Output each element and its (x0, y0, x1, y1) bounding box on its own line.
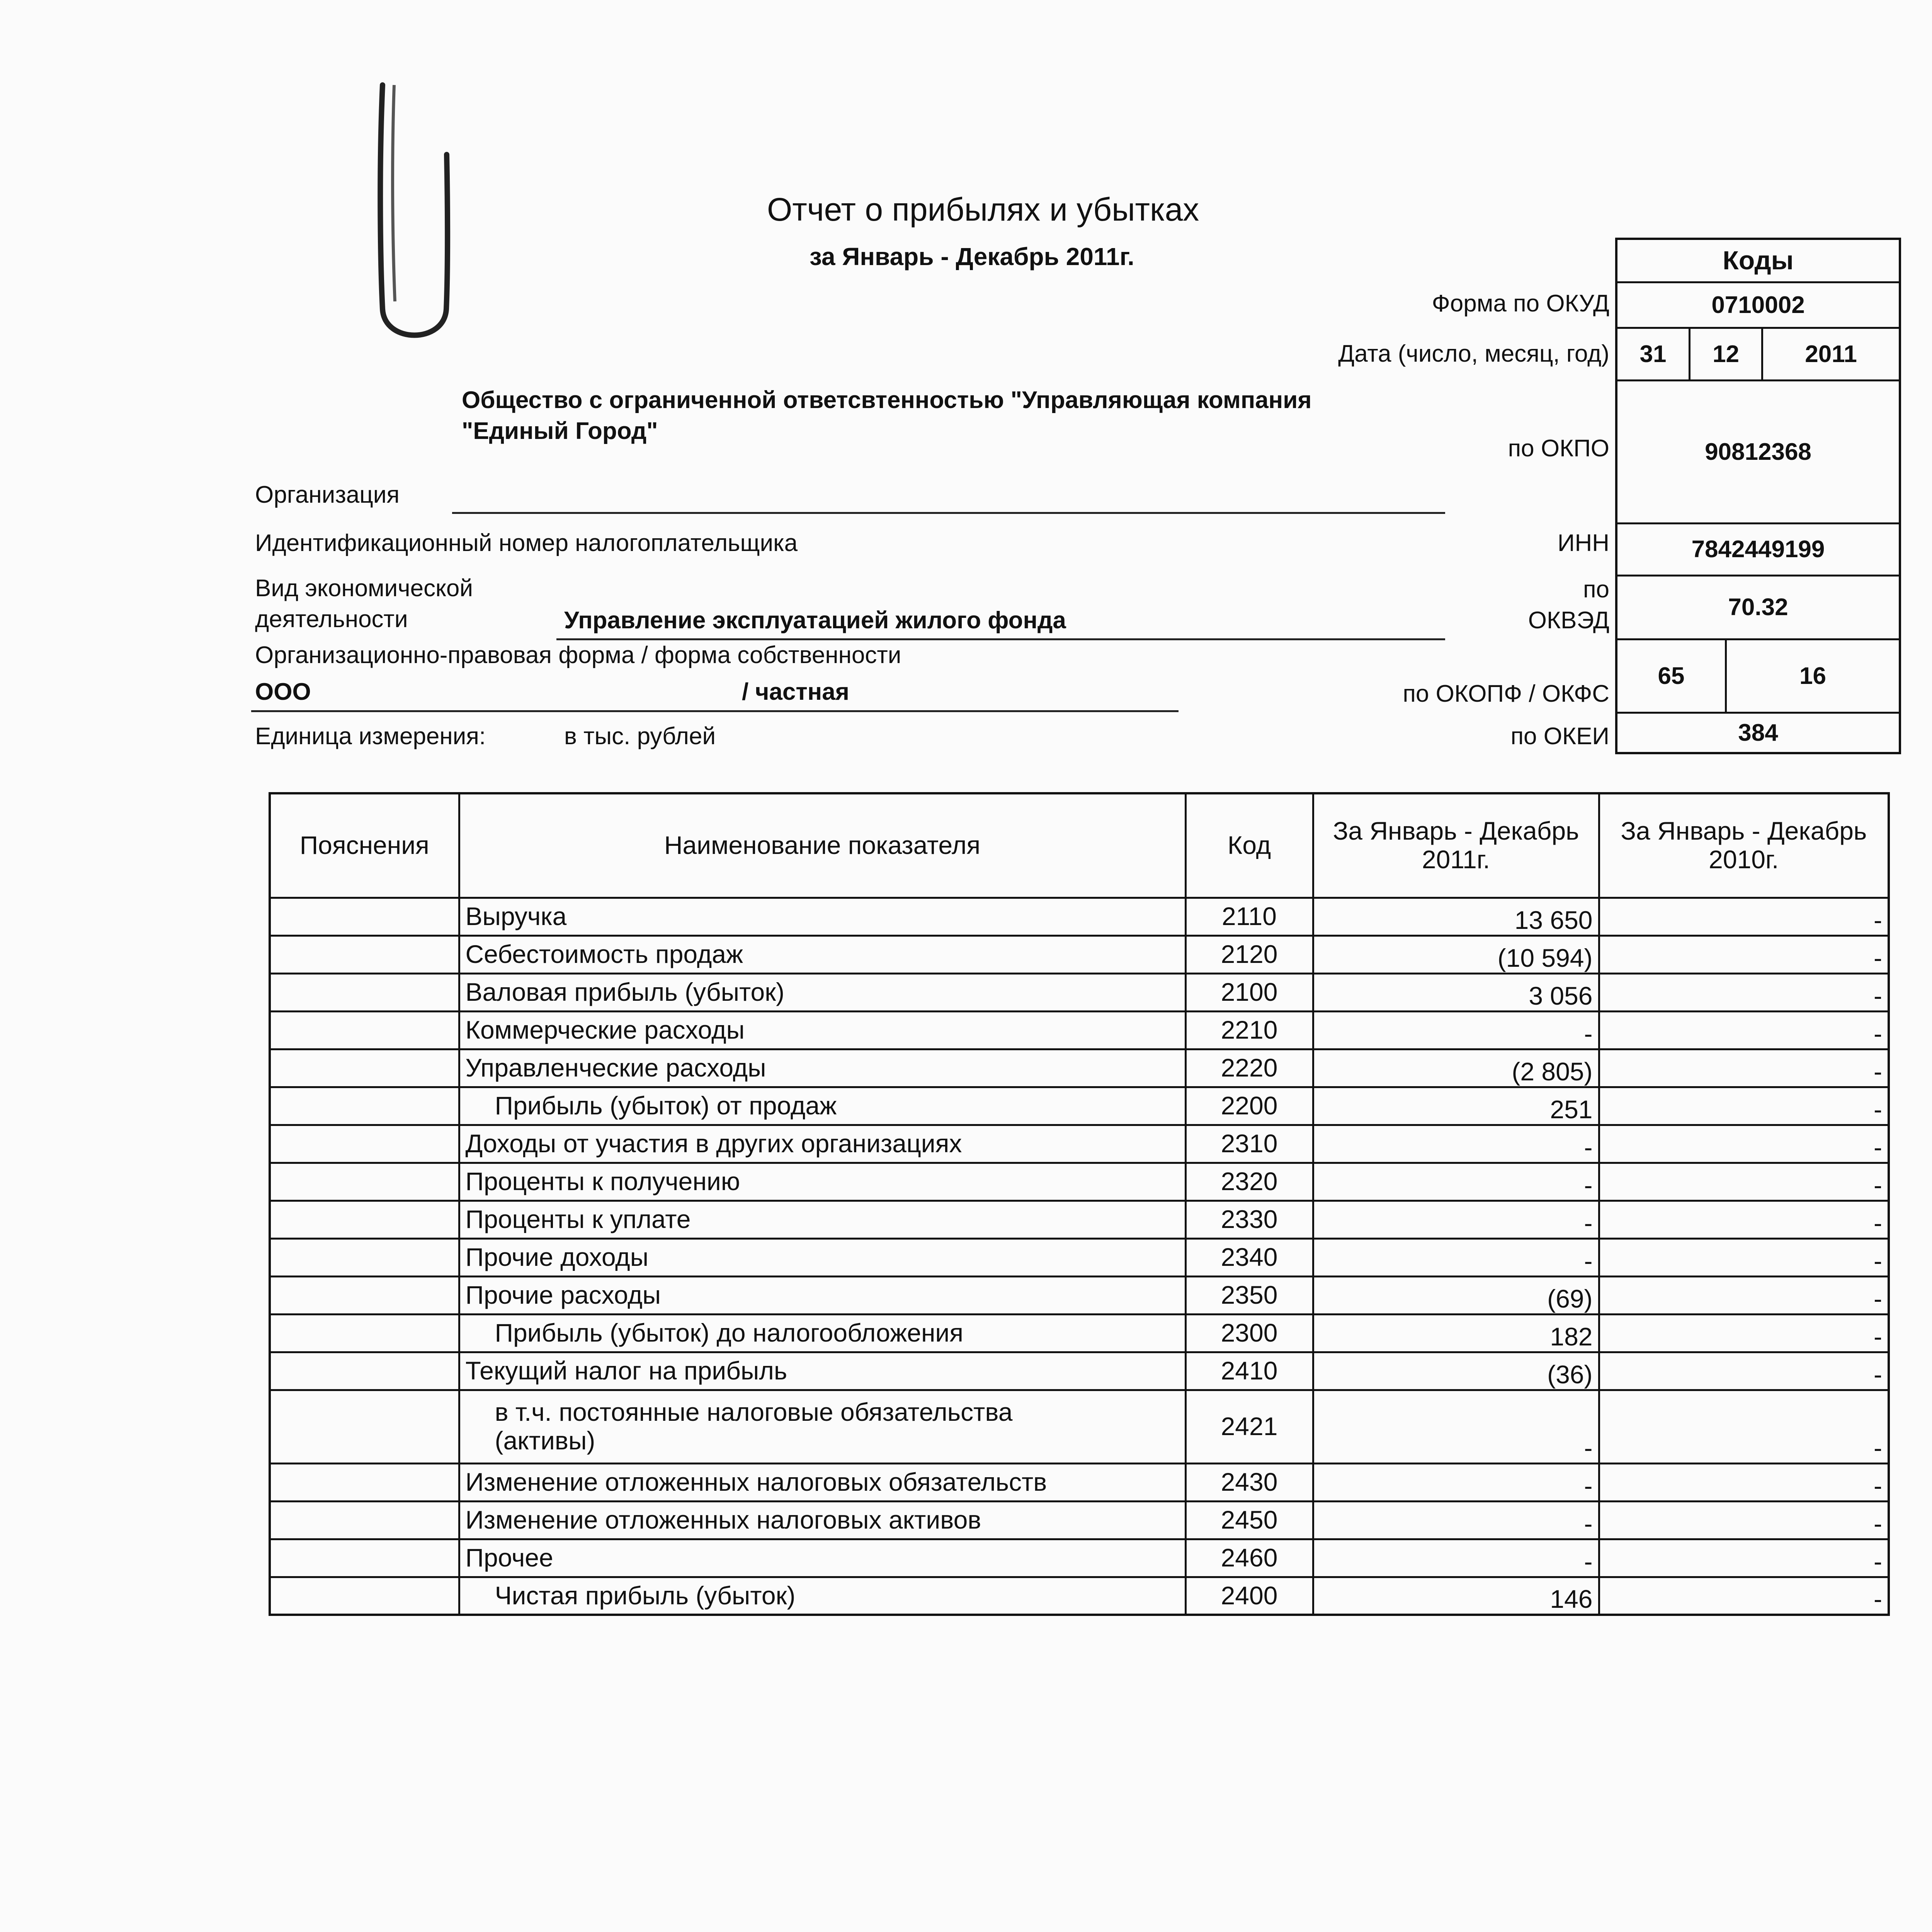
paper-clip-icon (371, 77, 460, 348)
org-underline (452, 512, 1445, 514)
col-previous (1599, 793, 1889, 898)
row-name: Проценты к получению (459, 1163, 1185, 1201)
row-current: - (1313, 1163, 1599, 1201)
row-name: Прочее (459, 1539, 1185, 1577)
row-current: 251 (1313, 1087, 1599, 1125)
row-name: Проценты к уплате (459, 1201, 1185, 1238)
okud-label: Форма по ОКУД (1432, 290, 1609, 317)
row-name: Себестоимость продаж (459, 935, 1185, 973)
row-code: 2421 (1185, 1390, 1313, 1463)
row-previous: - (1599, 935, 1889, 973)
row-code: 2340 (1185, 1238, 1313, 1276)
table-row (270, 1087, 1889, 1125)
activity-value: Управление эксплуатацией жилого фонда (564, 607, 1066, 634)
row-code: 2120 (1185, 935, 1313, 973)
row-previous: - (1599, 1577, 1889, 1615)
row-previous: - (1599, 1163, 1889, 1201)
row-previous: - (1599, 1201, 1889, 1238)
row-name: Выручка (459, 898, 1185, 935)
row-name: Изменение отложенных налоговых активов (459, 1501, 1185, 1539)
row-code: 2330 (1185, 1201, 1313, 1238)
okpo-label: по ОКПО (1508, 435, 1609, 462)
row-code: 2450 (1185, 1501, 1313, 1539)
date-year: 2011 (1762, 328, 1900, 380)
table-row (270, 1463, 1889, 1501)
row-name: Прочие доходы (459, 1238, 1185, 1276)
row-current: - (1313, 1238, 1599, 1276)
row-current: - (1313, 1390, 1599, 1463)
row-current: - (1313, 1501, 1599, 1539)
okei-value: 384 (1616, 713, 1900, 753)
row-name: Текущий налог на прибыль (459, 1352, 1185, 1390)
row-name-line1: в т.ч. постоянные налоговые обязательства (495, 1398, 1013, 1427)
okopf-label: по ОКОПФ / ОКФС (1403, 680, 1609, 707)
row-code: 2110 (1185, 898, 1313, 935)
legal-form-label: Организационно-правовая форма / форма собственности (255, 642, 901, 668)
row-previous: - (1599, 1390, 1889, 1463)
date-label: Дата (число, месяц, год) (1338, 340, 1609, 367)
okved-value: 70.32 (1616, 575, 1900, 639)
row-previous: - (1599, 1352, 1889, 1390)
row-name: Доходы от участия в других организациях (459, 1125, 1185, 1163)
activity-label-1: Вид экономической (255, 575, 473, 602)
org-name-line1: Общество с ограниченной ответсвтенностью "Управляющая компания (462, 387, 1312, 413)
table-row (270, 898, 1889, 935)
table-row (270, 1501, 1889, 1539)
row-previous: - (1599, 1539, 1889, 1577)
row-previous: - (1599, 898, 1889, 935)
okved-label-1: по (1583, 576, 1609, 603)
row-name: Коммерческие расходы (459, 1011, 1185, 1049)
legal-form-value: ООО (255, 679, 311, 705)
col-current-line2: 2011г. (1422, 845, 1490, 874)
row-current: 13 650 (1313, 898, 1599, 935)
row-name: Прочие расходы (459, 1276, 1185, 1314)
table-row (270, 1390, 1889, 1463)
row-code: 2460 (1185, 1539, 1313, 1577)
row-name: Управленческие расходы (459, 1049, 1185, 1087)
inn-label: Идентификационный номер налогоплательщика (255, 530, 798, 556)
table-row (270, 1276, 1889, 1314)
row-current: - (1313, 1125, 1599, 1163)
date-day: 31 (1616, 328, 1689, 380)
row-name: Прибыль (убыток) до налогообложения (459, 1314, 1185, 1352)
ownership-value: / частная (742, 679, 849, 705)
row-code: 2410 (1185, 1352, 1313, 1390)
table-row (270, 1352, 1889, 1390)
table-row (270, 1049, 1889, 1087)
row-current: - (1313, 1201, 1599, 1238)
row-code: 2100 (1185, 973, 1313, 1011)
report-period: за Январь - Декабрь 2011г. (810, 243, 1134, 270)
okpo-value: 90812368 (1616, 380, 1900, 523)
activity-underline (556, 638, 1445, 640)
row-current: (10 594) (1313, 935, 1599, 973)
row-code: 2320 (1185, 1163, 1313, 1201)
col-previous-line2: 2010г. (1709, 845, 1779, 874)
okfs-value: 16 (1726, 639, 1900, 713)
row-previous: - (1599, 1314, 1889, 1352)
row-name-line2: (активы) (495, 1426, 595, 1455)
row-previous: - (1599, 1087, 1889, 1125)
table-row (270, 1577, 1889, 1615)
table-row (270, 935, 1889, 973)
row-previous: - (1599, 1011, 1889, 1049)
profit-loss-table (269, 792, 1890, 1616)
row-previous: - (1599, 1049, 1889, 1087)
row-previous: - (1599, 1501, 1889, 1539)
table-row (270, 1314, 1889, 1352)
row-name: Прибыль (убыток) от продаж (459, 1087, 1185, 1125)
table-row (270, 1238, 1889, 1276)
col-code: Код (1185, 793, 1313, 898)
row-previous: - (1599, 973, 1889, 1011)
row-current: (36) (1313, 1352, 1599, 1390)
org-label: Организация (255, 481, 400, 508)
col-name: Наименование показателя (459, 793, 1185, 898)
okved-label-2: ОКВЭД (1528, 607, 1609, 634)
row-previous: - (1599, 1463, 1889, 1501)
org-name-line2: "Единый Город" (462, 418, 658, 444)
row-previous: - (1599, 1238, 1889, 1276)
table-row (270, 1163, 1889, 1201)
row-name: Чистая прибыль (убыток) (459, 1577, 1185, 1615)
inn-label-short: ИНН (1557, 530, 1609, 556)
row-code: 2210 (1185, 1011, 1313, 1049)
okei-label: по ОКЕИ (1510, 723, 1609, 750)
activity-label-2: деятельности (255, 606, 408, 633)
row-current: 182 (1313, 1314, 1599, 1352)
row-code: 2200 (1185, 1087, 1313, 1125)
codes-box (1615, 238, 1901, 754)
col-notes: Пояснения (270, 793, 459, 898)
row-current: (2 805) (1313, 1049, 1599, 1087)
row-current: - (1313, 1463, 1599, 1501)
row-code: 2310 (1185, 1125, 1313, 1163)
row-code: 2400 (1185, 1577, 1313, 1615)
row-code: 2430 (1185, 1463, 1313, 1501)
row-previous: - (1599, 1125, 1889, 1163)
row-current: 146 (1313, 1577, 1599, 1615)
row-name: Валовая прибыль (убыток) (459, 973, 1185, 1011)
legal-form-underline (251, 710, 1179, 712)
row-current: - (1313, 1539, 1599, 1577)
row-code: 2350 (1185, 1276, 1313, 1314)
inn-value: 7842449199 (1616, 523, 1900, 575)
codes-header: Коды (1616, 239, 1900, 282)
date-month: 12 (1689, 328, 1762, 380)
unit-value: в тыс. рублей (564, 723, 716, 750)
table-row (270, 1539, 1889, 1577)
row-previous: - (1599, 1276, 1889, 1314)
unit-label: Единица измерения: (255, 723, 486, 750)
row-name: Изменение отложенных налоговых обязательств (459, 1463, 1185, 1501)
row-current: (69) (1313, 1276, 1599, 1314)
table-row (270, 1011, 1889, 1049)
row-current: - (1313, 1011, 1599, 1049)
row-code: 2300 (1185, 1314, 1313, 1352)
row-name (459, 1390, 1185, 1463)
col-previous-line1: За Январь - Декабрь (1621, 816, 1867, 845)
table-row (270, 1125, 1889, 1163)
report-title: Отчет о прибылях и убытках (767, 191, 1199, 228)
okud-value: 0710002 (1616, 282, 1900, 328)
table-row (270, 973, 1889, 1011)
table-row (270, 1201, 1889, 1238)
okopf-value: 65 (1616, 639, 1726, 713)
col-current-line1: За Январь - Декабрь (1333, 816, 1579, 845)
row-current: 3 056 (1313, 973, 1599, 1011)
row-code: 2220 (1185, 1049, 1313, 1087)
col-current (1313, 793, 1599, 898)
